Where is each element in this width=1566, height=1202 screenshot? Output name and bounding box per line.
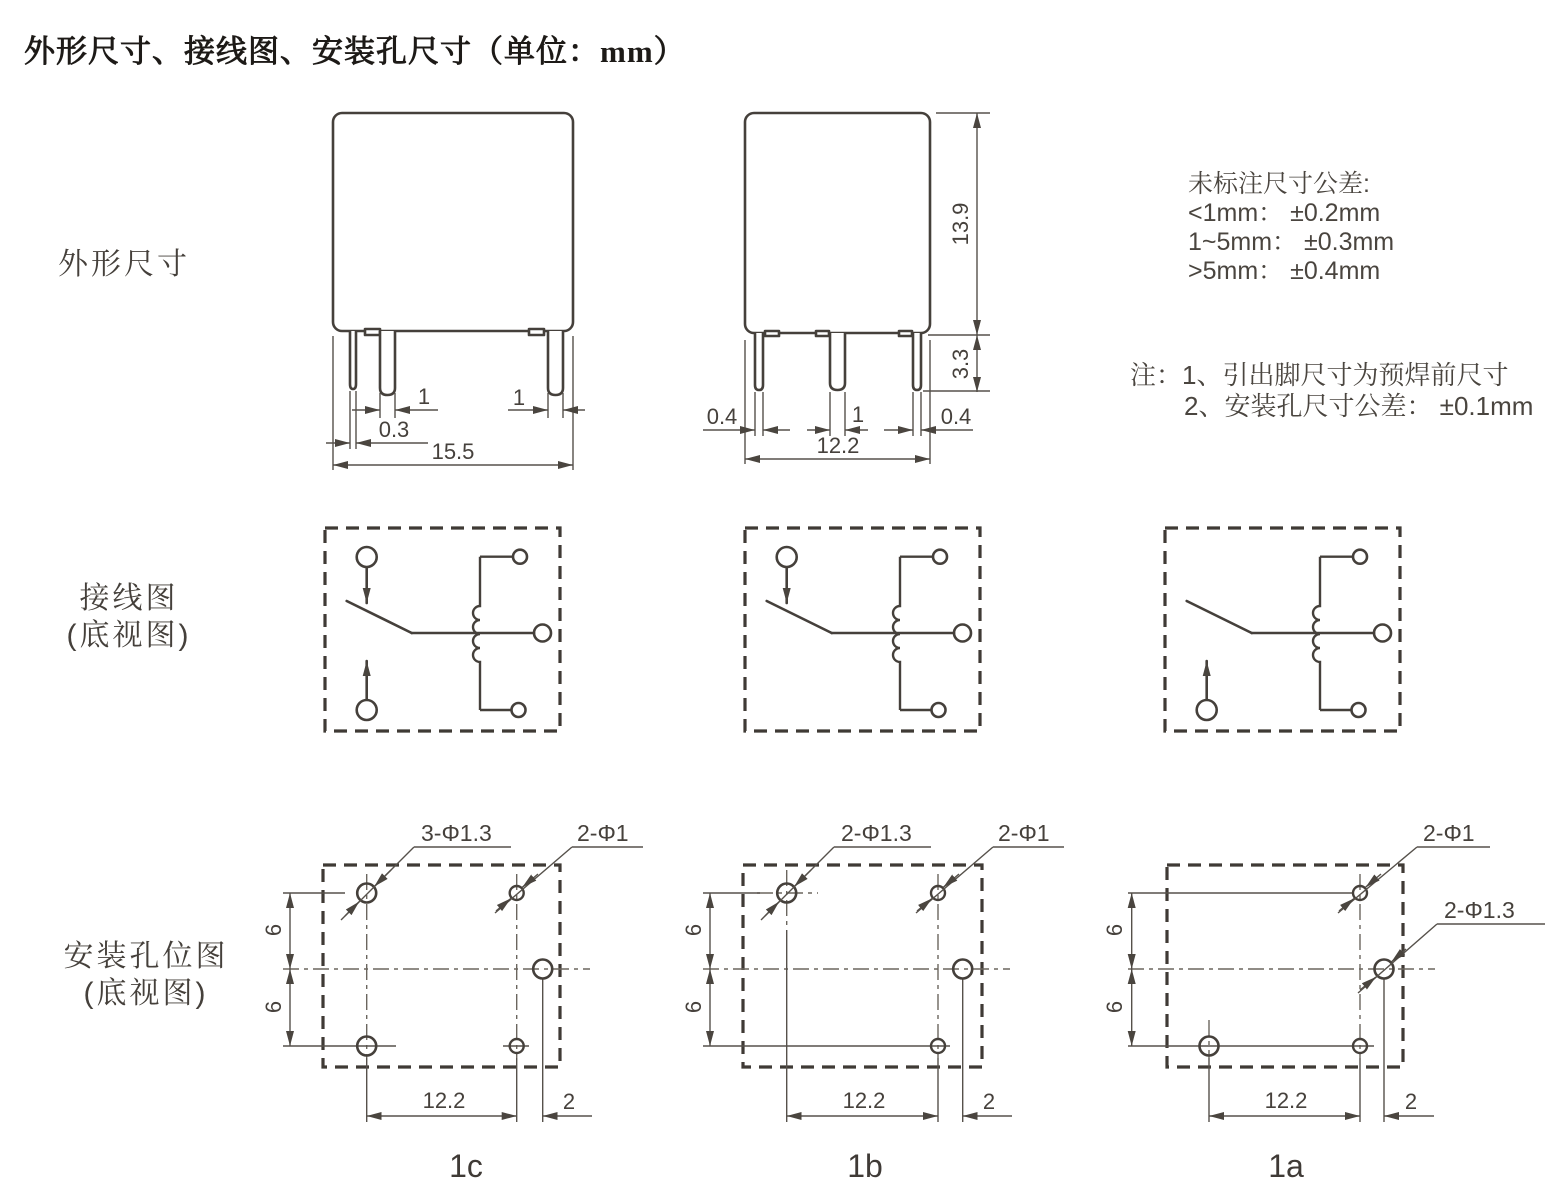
- mounting-1c-variant-label: 1c: [449, 1148, 483, 1184]
- wiring-1b-outline: [745, 528, 980, 731]
- mounting-1c-dim-6a: 6: [261, 923, 286, 937]
- wiring-1c-com-contact: [534, 625, 551, 642]
- wiring-1a-no-contact: [1197, 700, 1217, 720]
- mounting-diagram-1a: [1102, 820, 1545, 1184]
- side-case-tab-2: [816, 331, 829, 336]
- mounting-1b-dim-6b: 6: [681, 1000, 706, 1014]
- wiring-diagram-1c: [325, 528, 560, 731]
- mounting-diagram-1c: [261, 820, 643, 1184]
- front-pin-left-dim: 1: [417, 384, 431, 409]
- notes-prefix: 注：: [1130, 360, 1183, 390]
- front-thin-pin-dim: 0.3: [378, 417, 410, 442]
- mounting-1c-offset-dim: 2: [562, 1089, 576, 1114]
- mounting-1a-variant-label: 1a: [1268, 1148, 1304, 1184]
- wiring-1c-no-contact: [357, 700, 377, 720]
- side-pitch-dim: 12.2: [816, 433, 860, 458]
- mounting-1c-note-a: 3-Φ1.3: [421, 820, 492, 846]
- side-pin-right: [913, 333, 921, 390]
- wiring-1c-nc-contact: [357, 547, 377, 567]
- wiring-1b-nc-contact: [777, 547, 797, 567]
- mounting-label-text: 安装孔位图: [63, 940, 229, 973]
- front-case-tab-left: [365, 329, 380, 335]
- wiring-1c-outline: [325, 528, 560, 731]
- tolerance-heading: 未标注尺寸公差:: [1188, 170, 1370, 198]
- side-pin-middle: [830, 333, 845, 390]
- wiring-label-sub: (底视图): [66, 619, 192, 652]
- mounting-1c-pitch-dim: 12.2: [422, 1088, 466, 1113]
- wiring-diagram-1b: [745, 528, 980, 731]
- mounting-1c-dim-6b: 6: [261, 1000, 286, 1014]
- relay-body-front: [333, 113, 573, 331]
- page-title: 外形尺寸、接线图、安装孔尺寸（单位：mm）: [24, 34, 686, 69]
- tolerance-line-1: <1mm： ±0.2mm: [1188, 199, 1381, 227]
- mounting-1b-note-a: 2-Φ1.3: [841, 820, 912, 846]
- mounting-1b-variant-label: 1b: [847, 1148, 883, 1184]
- mounting-1a-offset-dim: 2: [1404, 1089, 1418, 1114]
- outline-label-text: 外形尺寸: [58, 248, 190, 281]
- wiring-1b-com-contact: [954, 625, 971, 642]
- side-outline-view: [703, 113, 990, 464]
- wiring-diagram-1a: [1165, 528, 1400, 731]
- front-wide-pin-left: [380, 331, 395, 395]
- front-thin-pin: [350, 331, 356, 389]
- wiring-1c-coil-top-pin: [513, 550, 527, 564]
- wiring-1c-coil-bottom-pin: [512, 703, 526, 717]
- front-width-dim: 15.5: [431, 439, 475, 464]
- side-pin-left: [755, 333, 763, 390]
- wiring-1a-coil-bottom-pin: [1352, 703, 1366, 717]
- mounting-1a-pitch-dim: 12.2: [1264, 1088, 1308, 1113]
- mounting-1c-note-b: 2-Φ1: [577, 820, 629, 846]
- side-left-pin-dim: 0.4: [706, 404, 738, 429]
- front-pin-right-dim: 1: [512, 385, 526, 410]
- tolerance-line-2: 1~5mm： ±0.3mm: [1188, 228, 1395, 256]
- wiring-1a-coil-top-pin: [1353, 550, 1367, 564]
- side-pin-length-dim: 3.3: [948, 348, 973, 380]
- mounting-1b-outline: [743, 865, 982, 1067]
- front-wide-pin-right: [548, 331, 563, 395]
- mounting-1b-dim-6a: 6: [681, 923, 706, 937]
- wiring-label-text: 接线图: [79, 582, 179, 615]
- mounting-label-sub: (底视图): [83, 977, 209, 1010]
- mounting-1a-dim-6b: 6: [1102, 1000, 1127, 1014]
- side-right-pin-dim: 0.4: [940, 404, 972, 429]
- side-case-tab-3: [899, 331, 912, 336]
- front-case-tab-right: [529, 329, 544, 335]
- wiring-1b-coil-top-pin: [933, 550, 947, 564]
- wiring-1a-switch-blade: [1187, 601, 1252, 633]
- mounting-1a-note-b: 2-Φ1.3: [1444, 897, 1515, 923]
- mounting-1b-note-b: 2-Φ1: [998, 820, 1050, 846]
- wiring-1a-outline: [1165, 528, 1400, 731]
- side-case-tab-1: [765, 331, 779, 336]
- wiring-1b-switch-blade: [767, 601, 832, 633]
- mounting-1a-dim-6a: 6: [1102, 923, 1127, 937]
- side-height-dim: 13.9: [948, 202, 973, 246]
- mounting-1a-note-a: 2-Φ1: [1423, 820, 1475, 846]
- relay-body-side: [745, 113, 930, 333]
- notes-line-1: 1、引出脚尺寸为预焊前尺寸: [1182, 360, 1509, 390]
- mounting-diagram-1b: [681, 820, 1064, 1184]
- mounting-1b-offset-dim: 2: [982, 1089, 996, 1114]
- tolerance-line-3: >5mm： ±0.4mm: [1188, 257, 1381, 285]
- side-middle-pin-dim: 1: [851, 402, 865, 427]
- wiring-1a-com-contact: [1374, 625, 1391, 642]
- front-outline-view: [326, 113, 585, 470]
- wiring-1c-switch-blade: [347, 601, 412, 633]
- notes-line-2: 2、安装孔尺寸公差： ±0.1mm: [1184, 391, 1534, 421]
- wiring-1b-coil-bottom-pin: [932, 703, 946, 717]
- mounting-1b-pitch-dim: 12.2: [842, 1088, 886, 1113]
